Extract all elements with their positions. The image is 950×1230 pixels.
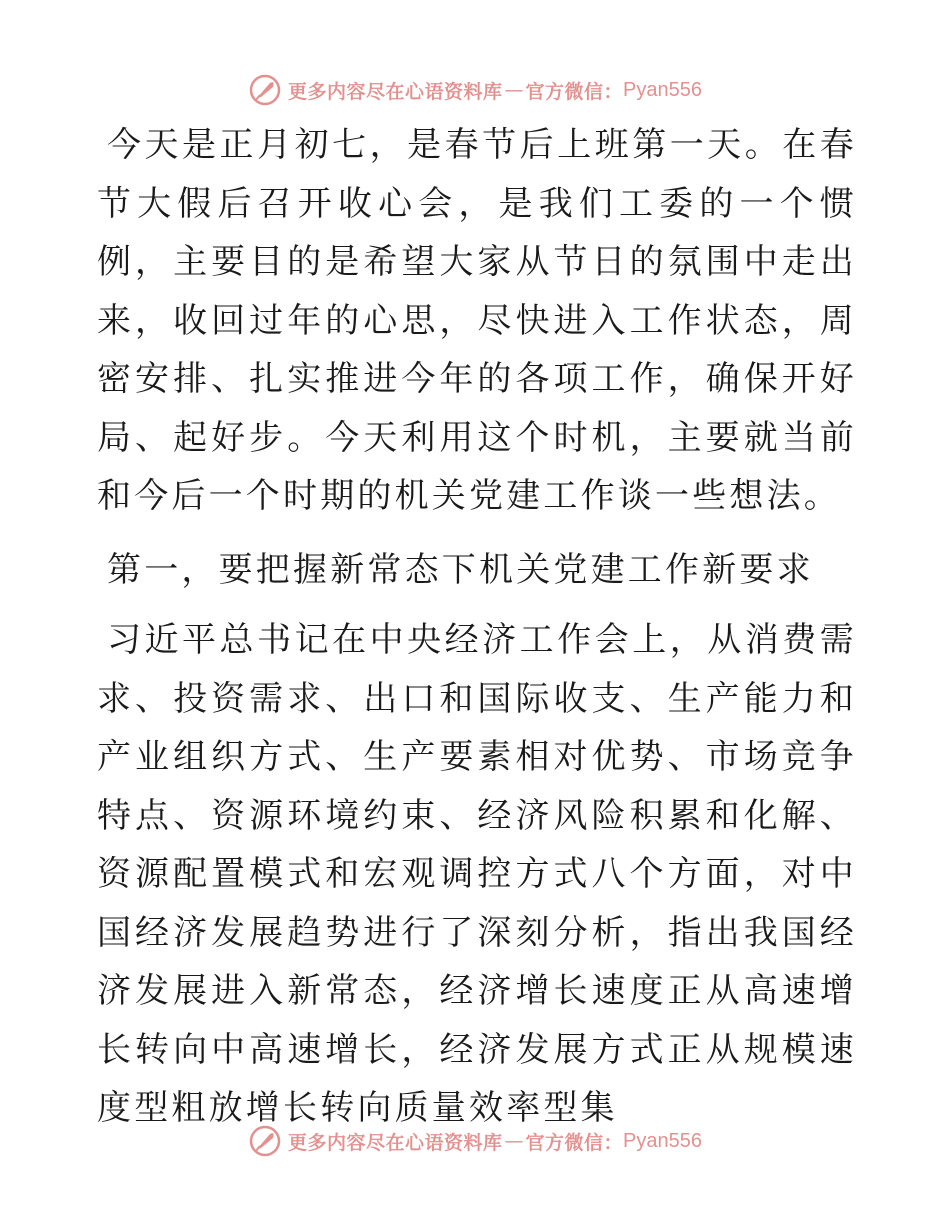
feather-pen-logo-icon	[248, 1124, 282, 1158]
watermark-brand-text: 更多内容尽在心语资料库	[288, 80, 503, 103]
feather-pen-logo-icon	[248, 73, 282, 107]
header-watermark	[0, 70, 950, 110]
watermark-wechat-id: Pyan556	[623, 78, 702, 101]
watermark-separator: —	[504, 1130, 524, 1152]
document-body	[97, 116, 857, 1138]
watermark-wechat-id: Pyan556	[623, 1129, 702, 1152]
watermark-wechat-label: 官方微信：	[525, 1131, 624, 1154]
watermark-brand-text: 更多内容尽在心语资料库	[288, 1131, 503, 1154]
footer-watermark	[0, 1121, 950, 1161]
paragraph-intro: 今天是正月初七，是春节后上班第一天。在春节大假后召开收心会，是我们工委的一个惯例，主要目的是希望大家从节日的氛围中走出来，收回过年的心思，尽快进入工作状态，周密安排、扎实推进今年的各项工作，确保开好局、起好步。今天利用这个时机，主要就当前和今后一个时期的机关党建工作谈一些想法。	[97, 125, 857, 516]
watermark-separator: —	[504, 79, 524, 101]
section-heading: 第一，要把握新常态下机关党建工作新要求	[107, 549, 814, 590]
watermark-wechat-label: 官方微信：	[525, 80, 624, 103]
paragraph-economy: 习近平总书记在中央经济工作会上，从消费需求、投资需求、出口和国际收支、生产能力和产业组织方式、生产要素相对优势、市场竞争特点、资源环境约束、经济风险积累和化解、资源配置模式和宏观调控方式八个方面，对中国经济发展趋势进行了深刻分析，指出我国经济发展进入新常态，经济增长速度正从高速增长转向中高速增长，经济发展方式正从规模速度型粗放增长转向质量效率型集	[97, 620, 857, 1128]
